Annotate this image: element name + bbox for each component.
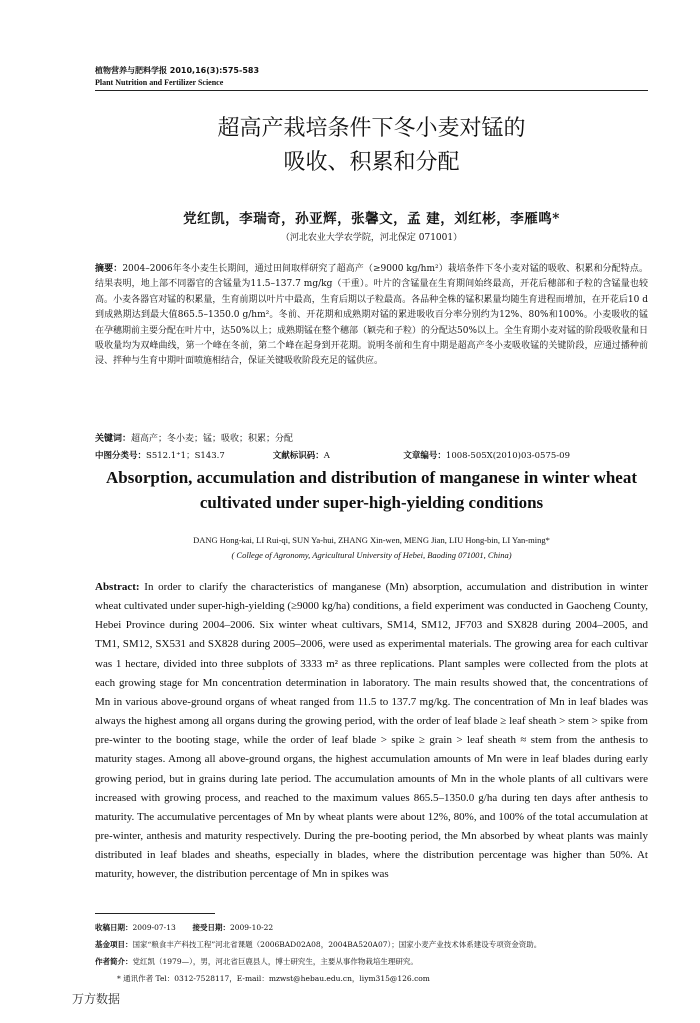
doc-code-label: 文献标识码： bbox=[272, 451, 324, 461]
chinese-title-line1: 超高产栽培条件下冬小麦对锰的 bbox=[217, 116, 526, 141]
fund-text: 国家“粮食丰产科技工程”河北省课题（2006BAD02A08，2004BA520A07）；国家小麦产业技术体系建设专项资金资助。 bbox=[132, 940, 542, 949]
chinese-abstract-label: 摘要： bbox=[95, 264, 123, 274]
journal-citation: 植物营养与肥料学报 2010,16(3):575-583 bbox=[95, 66, 260, 75]
english-abstract bbox=[95, 578, 648, 885]
article-number-value: 1008-505X(2010)03-0575-09 bbox=[445, 451, 570, 461]
journal-header bbox=[95, 64, 655, 88]
chinese-affiliation: （河北农业大学农学院，河北保定 071001） bbox=[280, 233, 463, 243]
keywords-text: 超高产；冬小麦；锰；吸收；积累；分配 bbox=[131, 434, 294, 444]
chinese-title-line2: 吸收、积累和分配 bbox=[283, 150, 460, 175]
watermark: 万方数据 bbox=[72, 992, 121, 1006]
accepted-label: 接受日期： bbox=[192, 923, 230, 932]
clc-label: 中图分类号： bbox=[95, 451, 147, 461]
footnote-dates bbox=[95, 919, 648, 936]
received-date: 2009-07-13 bbox=[132, 923, 176, 932]
clc-value: S512.1⁺1；S143.7 bbox=[146, 451, 225, 461]
english-title bbox=[95, 465, 648, 515]
english-abstract-text: In order to clarify the characteristics of manganese (Mn) absorption, accumulation and distribution in winter wheat cultivated under super-high-yielding (≥9000 kg/ha) conditions, a field experiment was conducted in Gaocheng County, Hebei Province during 2004–2006. Six winter wheat cultivars, SM14, SM12, JF703 and SX828 during 2004–2005, and TM1, SM12, SX531 and SX828 during 2005–2006, were used as experimental materials. The growing area for each cultivar was 1 hectare, divided into three subplots of 3333 m² as three replications. Plant samples were collected from the plots at each growing stage for Mn concentration determination in laboratory. The main results showed that, the concentrations of Mn in various above-ground organs of wheat ranged from 11.5 to 137.7 mg/kg. The concentration of Mn in leaf blades was always the highest among all organs during the growing period, with the order of leaf blade ≥ leaf sheath > stem > spike from pre-winter to the booting stage, while the order of leaf blade > spike ≥ grain > leaf sheath ≈ stem from the anthesis to maturity stages. Among all above-ground organs, the highest accumulation amounts of Mn were in leaf blades during early growing period, but in grains during late period. The accumulation amounts of Mn in the whole plants of all cultivars were increased with growing process, and reached to the maximum values 865.5–1350.0 g/ha during ten days after anthesis to maturity. The accumulative percentages of Mn by wheat plants were about 12%, 80%, and 100% of the total accumulation at pre-winter, anthesis and maturity respectively. During the pre-booting period, the Mn absorbed by wheat plants was mainly distributed in leaf blades and sheaths, especially in blades, where the distribution percentage was higher than 50%. At maturity, however, the distribution percentage of Mn in spikes was bbox=[95, 581, 648, 881]
footnote-author-bio bbox=[95, 953, 648, 970]
footnote-funding bbox=[95, 936, 648, 953]
chinese-keywords bbox=[95, 431, 648, 444]
footnotes bbox=[95, 919, 648, 987]
classification-line bbox=[95, 449, 648, 461]
chinese-authors: 党红凯，李瑞奇，孙亚辉，张馨文，孟 建，刘红彬，李雁鸣* bbox=[183, 211, 560, 227]
accepted-date: 2009-10-22 bbox=[229, 923, 274, 932]
header-rule bbox=[95, 90, 648, 91]
english-abstract-label: Abstract: bbox=[95, 581, 140, 593]
keywords-label: 关键词： bbox=[95, 434, 132, 444]
fund-label: 基金项目： bbox=[95, 940, 133, 949]
chinese-abstract bbox=[95, 262, 648, 370]
english-affiliation: ( College of Agronomy, Agricultural University of Hebei, Baoding 071001, China) bbox=[231, 550, 512, 560]
footnote-contact: * 通讯作者 Tel：0312-7528117，E-mail：mzwst@hebau.edu.cn，liym315@126.com bbox=[117, 974, 430, 983]
article-number-label: 文章编号： bbox=[403, 451, 446, 461]
author-bio-text: 党红凯（1979—），男，河北省巨鹿县人，博士研究生，主要从事作物栽培生理研究。 bbox=[132, 957, 418, 966]
footnote-rule bbox=[95, 913, 215, 914]
english-title-line1: Absorption, accumulation and distribution of manganese in winter wheat bbox=[106, 468, 637, 487]
received-label: 收稿日期： bbox=[95, 923, 133, 932]
english-title-line2: cultivated under super-high-yielding conditions bbox=[199, 493, 544, 512]
journal-english-name: Plant Nutrition and Fertilizer Science bbox=[95, 78, 224, 87]
author-bio-label: 作者简介： bbox=[95, 957, 133, 966]
english-authors: DANG Hong-kai, LI Rui-qi, SUN Ya-hui, ZHANG Xin-wen, MENG Jian, LIU Hong-bin, LI Yan-ming* bbox=[193, 535, 550, 545]
chinese-abstract-text: 2004–2006年冬小麦生长期间，通过田间取样研究了超高产（≥9000 kg/hm²）栽培条件下冬小麦对锰的吸收、积累和分配特点。结果表明，地上部不同器官的含锰量为11.5–137.7 mg/kg（干重）。叶片的含锰量在生育期间始终最高，开花后穗部和子粒的含锰量也较高。小麦各器官对锰的积累量，生育前期以叶片中最高，生育后期以子粒最高。各品种全株的锰积累量均随生育进程而增加，在开花后10 d到成熟期达到最大值865.5–1350.0 g/hm²。冬前、开花期和成熟期对锰的累进吸收百分率分别约为12%、80%和100%。小麦吸收的锰在孕穗期前主要分配在叶片中，达50%以上；成熟期锰在整个穗部（颖壳和子粒）的分配达50%以上。全生育期小麦对锰的阶段吸收量和日吸收量均为双峰曲线，第一个峰在冬前，第二个峰在起身到开花期。说明冬前和生育中期是超高产冬小麦吸收锰的关键阶段，应通过播种前浸、拌种与生育中期叶面喷施相结合，保证关键吸收阶段充足的锰供应。 bbox=[95, 264, 649, 367]
doc-code-value: A bbox=[323, 451, 330, 461]
